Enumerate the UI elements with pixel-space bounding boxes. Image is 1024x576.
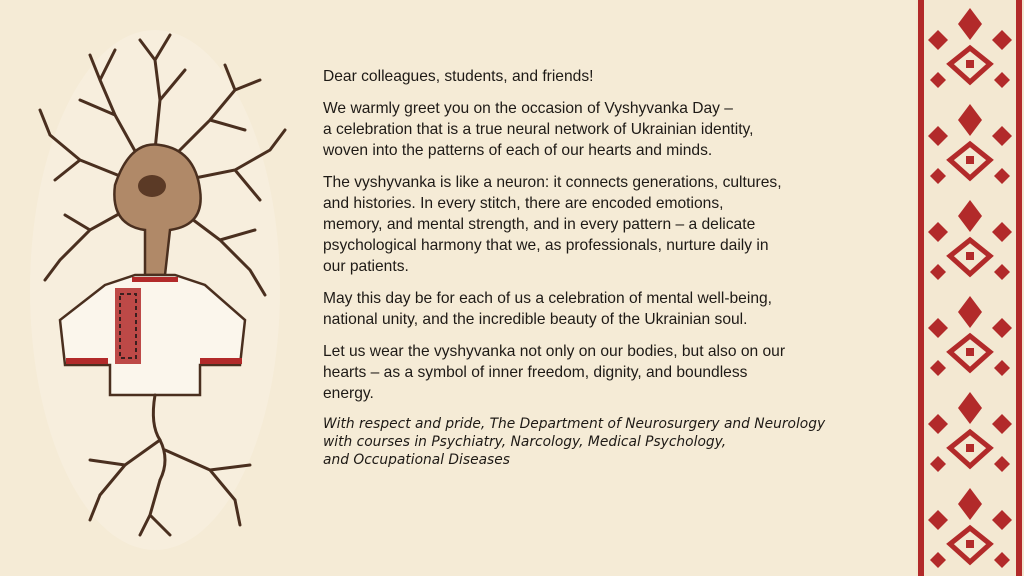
paragraph-line: a celebration that is a true neural network of Ukrainian identity, <box>323 121 754 138</box>
signature-line: and Occupational Diseases <box>323 452 510 468</box>
paragraph-line: hearts – as a symbol of inner freedom, dignity, and boundless <box>323 364 748 381</box>
paragraph-3 <box>323 288 883 330</box>
paragraph-line: energy. <box>323 385 374 402</box>
paragraph-line: May this day be for each of us a celebration of mental well-being, <box>323 290 772 307</box>
paragraph-4 <box>323 341 883 404</box>
paragraph-1 <box>323 98 883 161</box>
paragraph-line: memory, and mental strength, and in every pattern – a delicate <box>323 216 756 233</box>
paragraph-line: The vyshyvanka is like a neuron: it connects generations, cultures, <box>323 174 782 191</box>
signature-line: With respect and pride, The Department of Neurosurgery and Neurology <box>323 416 826 432</box>
greeting-letter <box>323 66 883 480</box>
neuron-nucleus <box>138 175 166 197</box>
greeting-line: Dear colleagues, students, and friends! <box>323 68 594 85</box>
paragraph-line: national unity, and the incredible beauty of the Ukrainian soul. <box>323 311 748 328</box>
signature-line: with courses in Psychiatry, Narcology, Medical Psychology, <box>323 434 727 450</box>
paragraph-line: our patients. <box>323 258 409 275</box>
paragraph-line: psychological harmony that we, as professionals, nurture daily in <box>323 237 769 254</box>
paragraph-line: and histories. In every stitch, there are encoded emotions, <box>323 195 724 212</box>
neuron-vyshyvanka-illustration <box>20 20 300 550</box>
paragraph-line: Let us wear the vyshyvanka not only on our bodies, but also on our <box>323 343 786 360</box>
embroidery-ornament-strip <box>916 0 1024 576</box>
signature <box>323 415 883 469</box>
paragraph-line: We warmly greet you on the occasion of Vyshyvanka Day – <box>323 100 733 117</box>
paragraph-2 <box>323 172 883 277</box>
paragraph-line: woven into the patterns of each of our hearts and minds. <box>323 142 713 159</box>
